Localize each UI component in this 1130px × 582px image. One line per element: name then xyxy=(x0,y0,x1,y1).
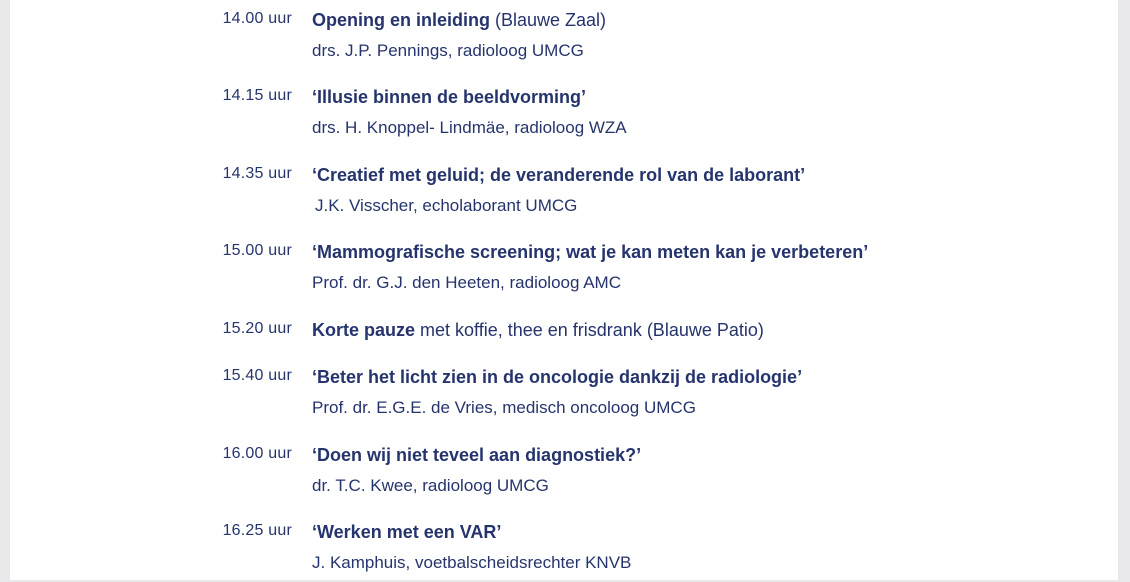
session-title-line xyxy=(312,10,606,31)
session-time: 15.00 uur xyxy=(222,242,292,259)
session-time: 14.15 uur xyxy=(222,87,292,104)
session-speaker: Prof. dr. E.G.E. de Vries, medisch oncoloog UMCG xyxy=(312,398,696,417)
session-speaker: dr. T.C. Kwee, radioloog UMCG xyxy=(312,476,549,495)
session-title-line xyxy=(312,242,868,263)
session-location: (Blauwe Zaal) xyxy=(490,10,607,30)
session-title: ‘Doen wij niet teveel aan diagnostiek?’ xyxy=(312,445,642,465)
program-item xyxy=(10,367,1118,427)
program-page xyxy=(10,0,1118,580)
session-title-line xyxy=(312,522,501,543)
session-speaker: drs. J.P. Pennings, radioloog UMCG xyxy=(312,41,584,60)
session-time: 16.25 uur xyxy=(222,522,292,539)
program-item xyxy=(10,522,1118,582)
session-time: 14.00 uur xyxy=(222,10,292,27)
session-details: met koffie, thee en frisdrank (Blauwe Patio) xyxy=(415,320,764,340)
program-item xyxy=(10,87,1118,147)
session-title-line xyxy=(312,165,805,186)
session-speaker: J.K. Visscher, echolaborant UMCG xyxy=(315,196,578,215)
session-title: Opening en inleiding xyxy=(312,10,490,30)
program-item xyxy=(10,165,1118,225)
session-time: 15.40 uur xyxy=(222,367,292,384)
session-title: ‘Illusie binnen de beeldvorming’ xyxy=(312,87,587,107)
session-title: ‘Beter het licht zien in de oncologie dankzij de radiologie’ xyxy=(312,367,803,387)
session-speaker: Prof. dr. G.J. den Heeten, radioloog AMC xyxy=(312,273,621,292)
session-title-line xyxy=(312,87,586,108)
session-time: 14.35 uur xyxy=(222,165,292,182)
session-time: 15.20 uur xyxy=(222,320,292,337)
session-title-line xyxy=(312,445,641,466)
session-speaker: J. Kamphuis, voetbalscheidsrechter KNVB xyxy=(312,553,632,572)
session-title-line xyxy=(312,320,764,341)
session-time: 16.00 uur xyxy=(222,445,292,462)
program-item xyxy=(10,10,1118,70)
session-title: Korte pauze xyxy=(312,320,416,340)
session-title: ‘Creatief met geluid; de veranderende rol van de laborant’ xyxy=(312,165,806,185)
session-title: ‘Mammografische screening; wat je kan meten kan je verbeteren’ xyxy=(312,242,869,262)
session-title: ‘Werken met een VAR’ xyxy=(312,522,502,542)
session-title-line xyxy=(312,367,802,388)
session-speaker: drs. H. Knoppel- Lindmäe, radioloog WZA xyxy=(312,118,627,137)
program-item xyxy=(10,242,1118,302)
program-item xyxy=(10,445,1118,505)
